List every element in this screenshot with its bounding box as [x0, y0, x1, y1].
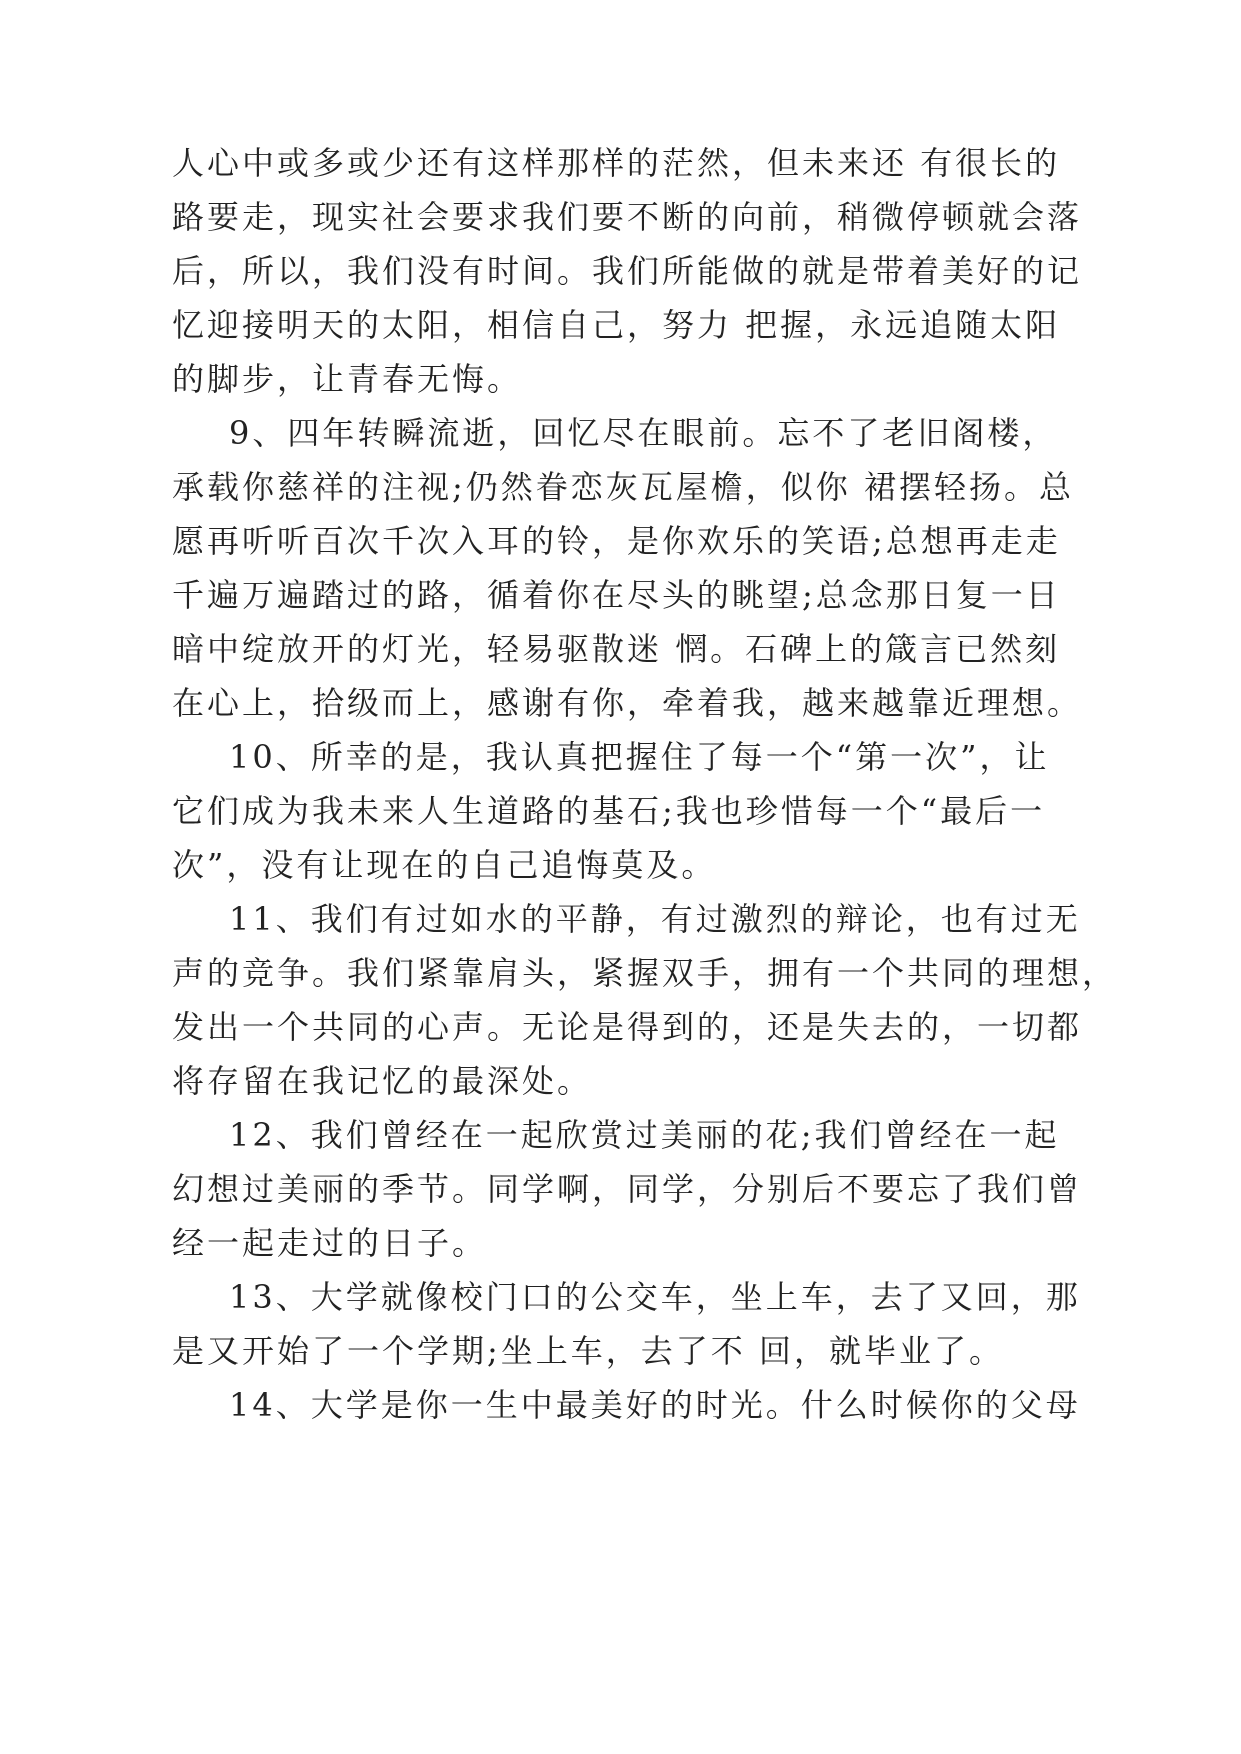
text-line: 它们成为我未来人生道路的基石;我也珍惜每一个“最后一	[172, 792, 1046, 830]
text-line: 经一起走过的日子。	[172, 1224, 488, 1262]
text-line: 承载你慈祥的注视;仍然眷恋灰瓦屋檐，似你 裙摆轻扬。总	[172, 468, 1074, 506]
text-line: 千遍万遍踏过的路，循着你在尽头的眺望;总念那日复一日	[172, 576, 1061, 614]
text-line: 10、所幸的是，我认真把握住了每一个“第一次”，让	[229, 738, 1050, 776]
text-line: 11、我们有过如水的平静，有过激烈的辩论，也有过无	[229, 900, 1081, 938]
text-line: 13、大学就像校门口的公交车，坐上车，去了又回，那	[229, 1278, 1081, 1316]
text-line: 14、大学是你一生中最美好的时光。什么时候你的父母	[229, 1386, 1081, 1424]
text-line: 暗中绽放开的灯光，轻易驱散迷 惘。石碑上的箴言已然刻	[172, 630, 1061, 668]
text-line: 路要走，现实社会要求我们要不断的向前，稍微停顿就会落	[172, 198, 1083, 236]
text-line: 发出一个共同的心声。无论是得到的，还是失去的，一切都	[172, 1008, 1083, 1046]
text-line: 声的竞争。我们紧靠肩头，紧握双手，拥有一个共同的理想，	[172, 954, 1118, 992]
text-line: 9、四年转瞬流逝，回忆尽在眼前。忘不了老旧阁楼，	[229, 414, 1058, 452]
text-line: 在心上，拾级而上，感谢有你，牵着我，越来越靠近理想。	[172, 684, 1083, 722]
text-line: 的脚步，让青春无悔。	[172, 360, 523, 398]
text-line: 是又开始了一个学期;坐上车，去了不 回，就毕业了。	[172, 1332, 1004, 1370]
text-line: 忆迎接明天的太阳，相信自己，努力 把握，永远追随太阳	[172, 306, 1061, 344]
text-line: 后，所以，我们没有时间。我们所能做的就是带着美好的记	[172, 252, 1083, 290]
text-line: 次”，没有让现在的自己追悔莫及。	[172, 846, 717, 884]
text-line: 愿再听听百次千次入耳的铃，是你欢乐的笑语;总想再走走	[172, 522, 1061, 560]
text-line: 12、我们曾经在一起欣赏过美丽的花;我们曾经在一起	[229, 1116, 1060, 1154]
text-line: 将存留在我记忆的最深处。	[172, 1062, 593, 1100]
text-line: 人心中或多或少还有这样那样的茫然，但未来还 有很长的	[172, 144, 1061, 182]
text-line: 幻想过美丽的季节。同学啊，同学，分别后不要忘了我们曾	[172, 1170, 1083, 1208]
